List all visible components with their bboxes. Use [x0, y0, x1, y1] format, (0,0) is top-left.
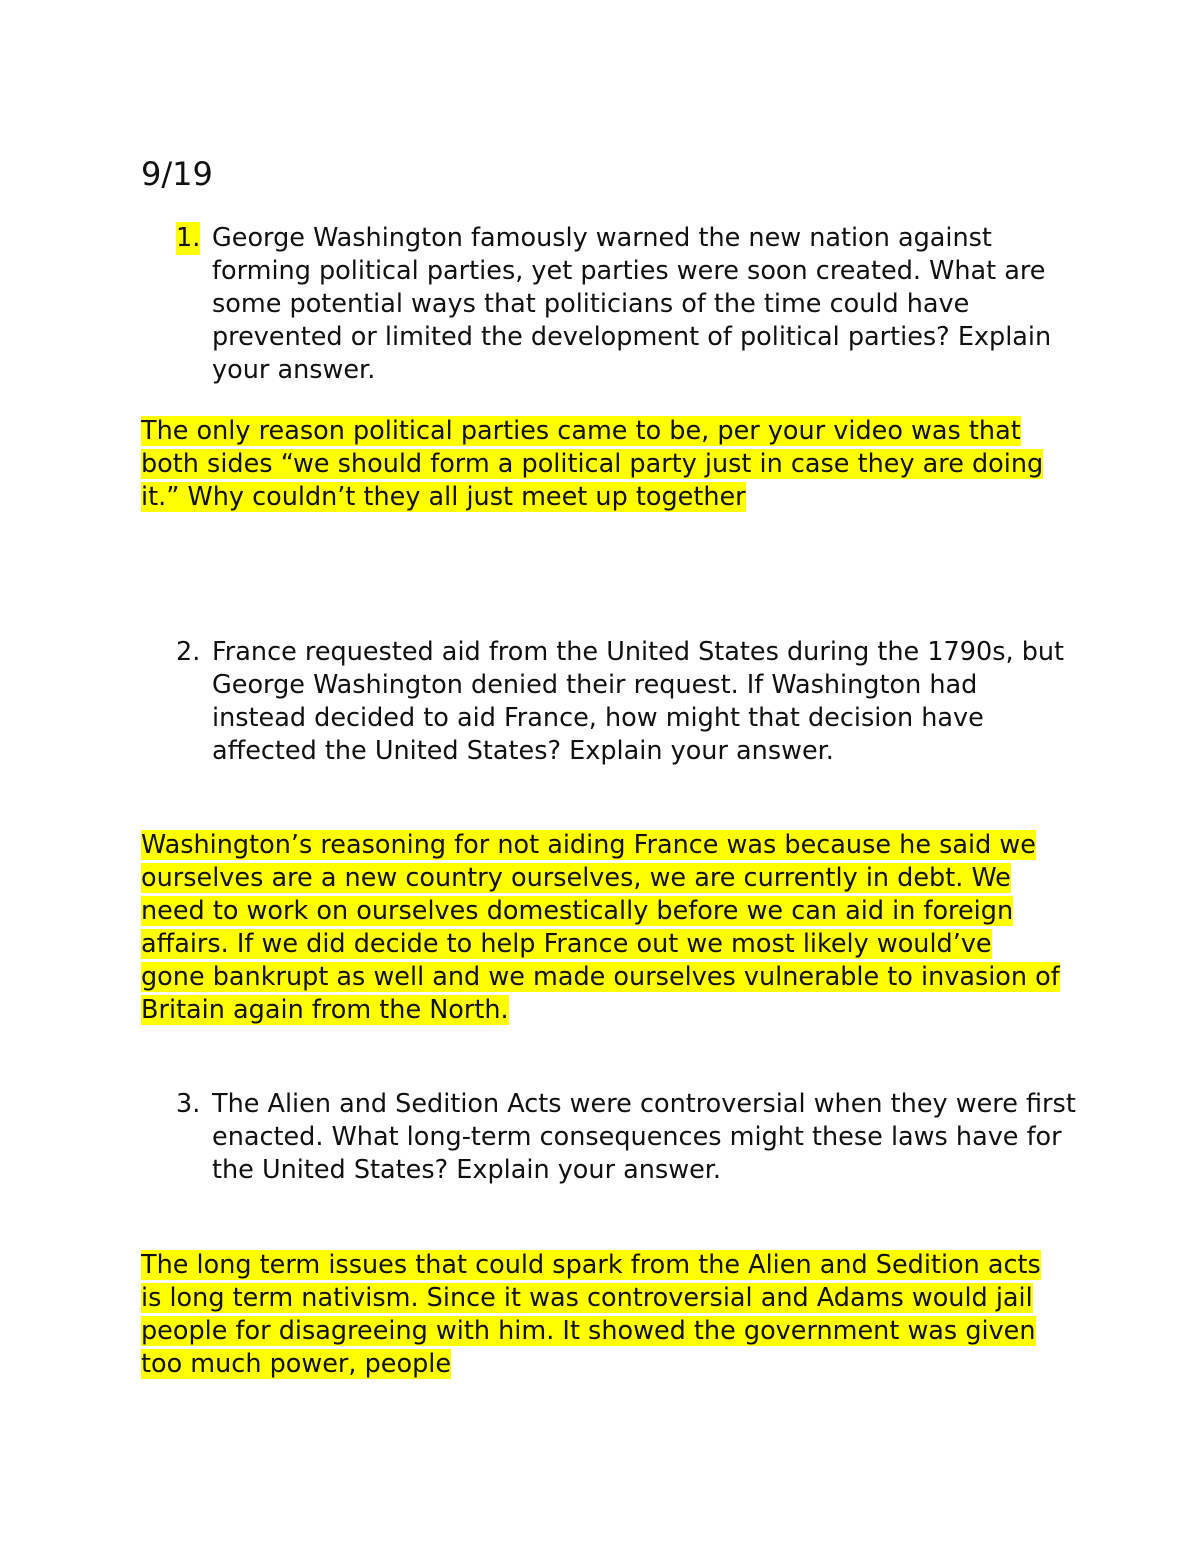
answer-1 — [141, 415, 1061, 514]
answer-text: Washington’s reasoning for not aiding France was because he said we ourselves are a new country ourselves, we are currently in debt. We need to work on ourselves domestically before we can aid in foreign affairs. If we did decide to help France out we most likely would’ve gone bankrupt as well and we made ourselves vulnerable to invasion of Britain again from the North. — [141, 830, 1060, 1025]
answer-2 — [141, 829, 1061, 1027]
date-heading: 9/19 — [141, 155, 213, 193]
question-number: 2. — [176, 637, 201, 667]
answer-text: The only reason political parties came to be, per your video was that both sides “we should form a political party just in case they are doing it.” Why couldn’t they all just meet up together — [141, 416, 1044, 512]
question-number: 3. — [176, 1089, 201, 1119]
question-text: France requested aid from the United States during the 1790s, but George Washington denied their request. If Washington had instead decided to aid France, how might that decision have affected the United States? Explain your answer. — [212, 637, 1065, 766]
question-text: The Alien and Sedition Acts were controversial when they were first enacted. What long-term consequences might these laws have for the United States? Explain your answer. — [212, 1089, 1076, 1185]
answer-text: The long term issues that could spark from the Alien and Sedition acts is long term nativism. Since it was controversial and Adams would jail people for disagreeing with him. It showed the government was given too much power, people — [141, 1250, 1041, 1379]
question-2 — [176, 636, 1076, 768]
question-3 — [176, 1088, 1076, 1187]
answer-3 — [141, 1249, 1061, 1381]
question-text: George Washington famously warned the new nation against forming political parties, yet parties were soon created. What are some potential ways that politicians of the time could have prevented or limited the development of political parties? Explain your answer. — [212, 223, 1052, 385]
question-number: 1. — [176, 223, 201, 253]
question-1 — [176, 222, 1076, 387]
